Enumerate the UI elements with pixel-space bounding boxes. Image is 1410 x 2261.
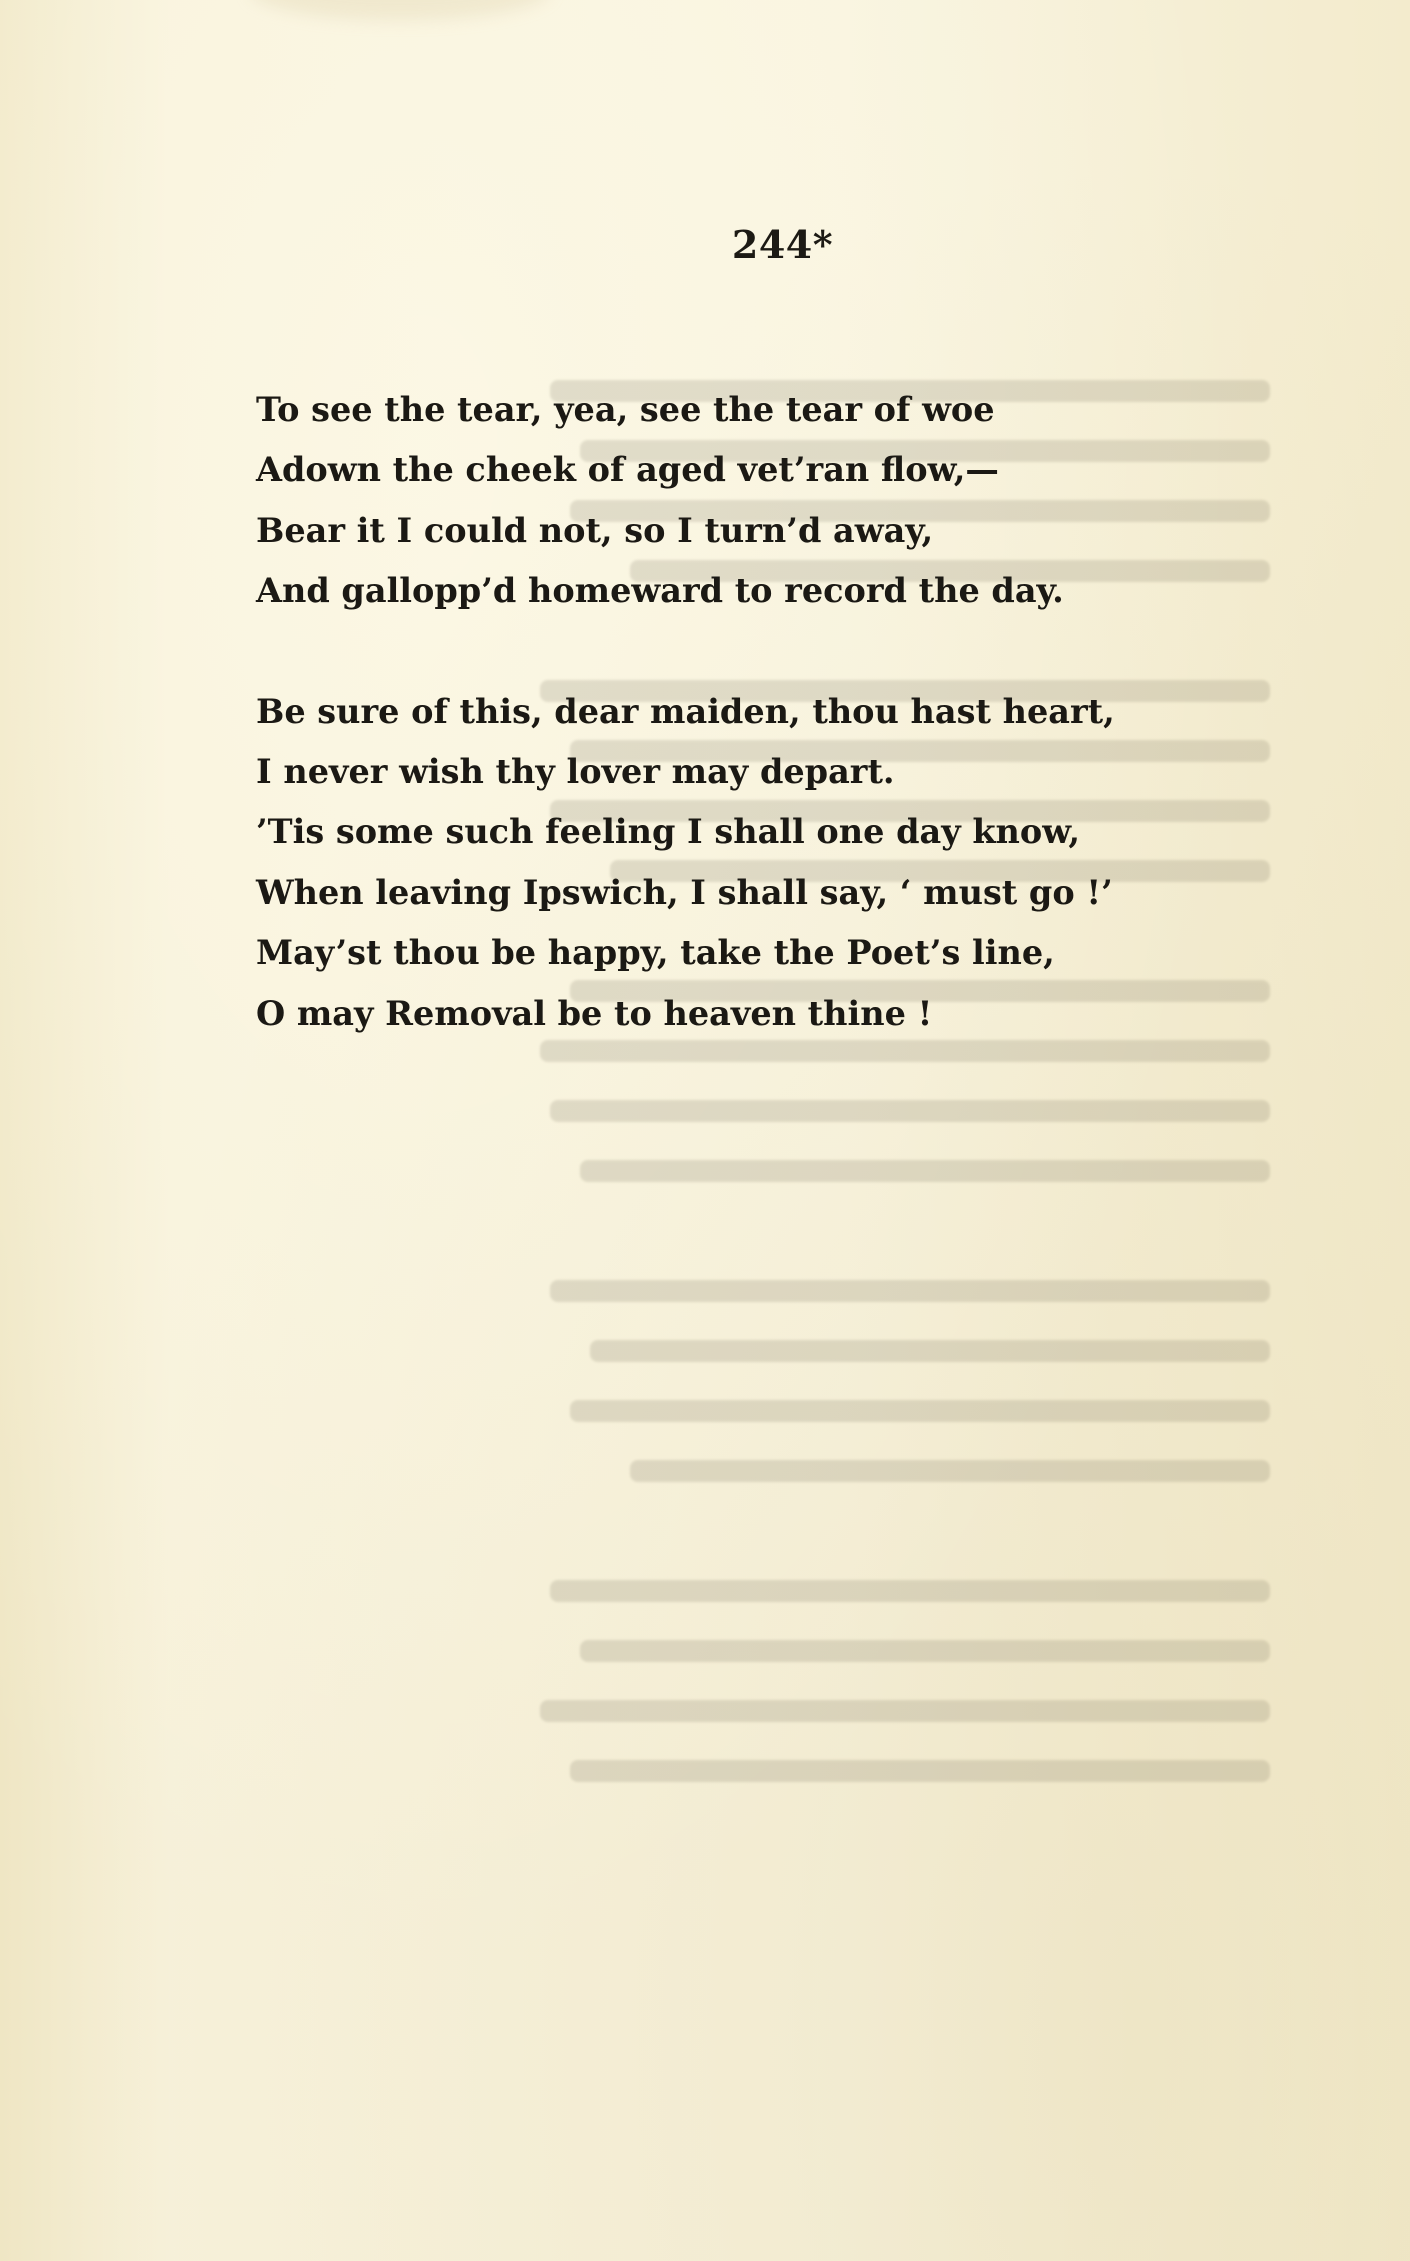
poem-body bbox=[256, 380, 1256, 1044]
poem-line: And gallopp’d homeward to record the day. bbox=[256, 571, 1064, 611]
paper-stain bbox=[250, 0, 550, 20]
poem-line: Bear it I could not, so I turn’d away, bbox=[256, 510, 934, 550]
poem-line: To see the tear, yea, see the tear of woe bbox=[256, 390, 995, 429]
poem-line: O may Removal be to heaven thine ! bbox=[256, 993, 933, 1033]
stanza-2 bbox=[256, 682, 1256, 1044]
poem-line: Adown the cheek of aged vet’ran flow,— bbox=[256, 450, 999, 490]
stanza-1 bbox=[256, 380, 1256, 622]
page-number: 244* bbox=[731, 222, 834, 267]
poem-line: May’st thou be happy, take the Poet’s line, bbox=[256, 933, 1055, 973]
poem-line: ’Tis some such feeling I shall one day know, bbox=[256, 812, 1081, 852]
poem-line: When leaving Ipswich, I shall say, ‘ must go !’ bbox=[256, 872, 1113, 912]
poem-line: Be sure of this, dear maiden, thou hast heart, bbox=[256, 691, 1115, 731]
poem-line: I never wish thy lover may depart. bbox=[256, 752, 895, 792]
